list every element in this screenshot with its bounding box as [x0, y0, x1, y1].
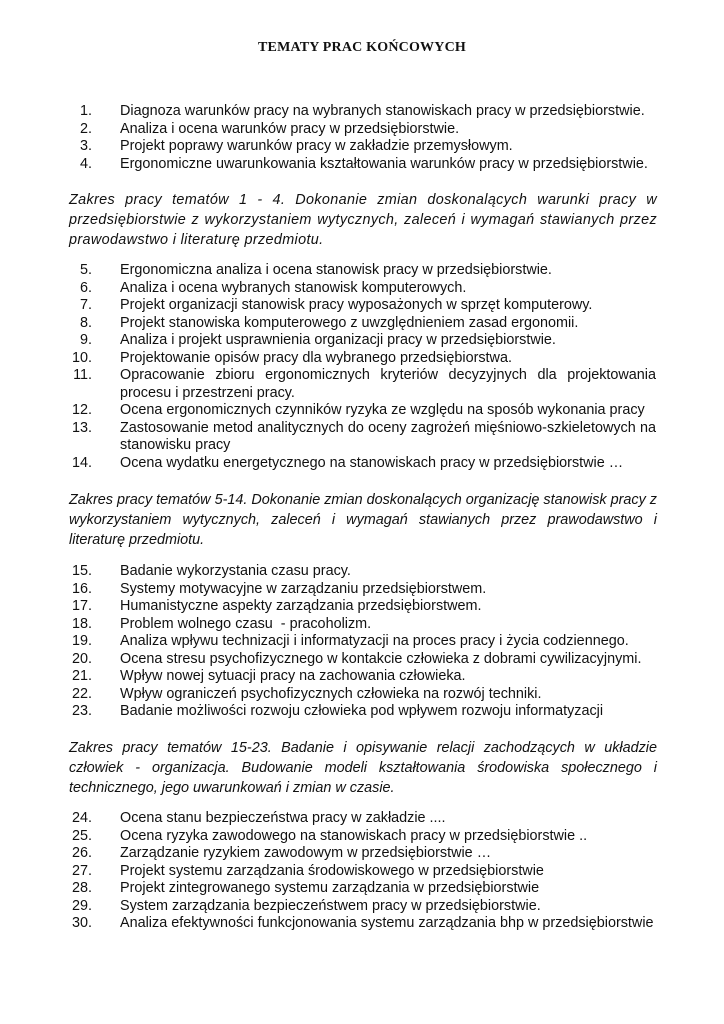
list-item	[0, 810, 724, 828]
scope-paragraph-2: Zakres pracy tematów 5-14. Dokonanie zmian doskonalących organizację stanowisk pracy z wykorzystaniem wytycznych, zaleceń i wymagań stawianych przez prawodawstwo i literaturę przedmiotu.	[69, 492, 657, 548]
item-number: 22.	[71, 685, 92, 702]
item-number: 19.	[71, 633, 92, 649]
list-item	[0, 686, 724, 704]
item-number: 15.	[71, 563, 92, 579]
item-text: Ocena wydatku energetycznego na stanowiskach pracy w przedsiębiorstwie …	[120, 454, 624, 471]
scope-paragraph-1: Zakres pracy tematów 1 - 4. Dokonanie zmian doskonalących warunki pracy w przedsiębiorstwie z wykorzystaniem wytycznych, zaleceń i wymagań stawianych przez prawodawstwo i literaturę przedmiotu.	[69, 192, 657, 248]
list-item	[0, 845, 724, 863]
item-text: Problem wolnego czasu - pracoholizm.	[120, 615, 372, 632]
item-number: 11.	[73, 367, 92, 383]
item-text: Ergonomiczna analiza i ocena stanowisk pracy w przedsiębiorstwie.	[120, 262, 552, 278]
list-item	[0, 262, 724, 280]
item-number: 26.	[71, 845, 92, 861]
list-item	[0, 103, 724, 121]
item-number: 6.	[79, 279, 92, 296]
list-item	[0, 563, 724, 581]
page-title: TEMATY PRAC KOŃCOWYCH	[258, 40, 466, 55]
item-number: 25.	[71, 827, 92, 844]
list-item	[0, 367, 724, 402]
list-item	[0, 616, 724, 634]
list-item	[0, 297, 724, 315]
topic-list-3	[0, 563, 724, 721]
list-item	[0, 668, 724, 686]
scope-paragraph-3: Zakres pracy tematów 15-23. Badanie i opisywanie relacji zachodzących w układzie człowiek - organizacja. Budowanie modeli kształtowania środowiska społecznego i technicznego, jego uwarunkowań i zmian w czasie.	[69, 740, 657, 796]
item-number: 23.	[71, 703, 92, 719]
list-item	[0, 915, 724, 933]
item-text: System zarządzania bezpieczeństwem pracy w przedsiębiorstwie.	[120, 897, 541, 914]
item-text: Projekt stanowiska komputerowego z uwzględnieniem zasad ergonomii.	[120, 314, 579, 331]
item-text: Projektowanie opisów pracy dla wybranego przedsiębiorstwa.	[120, 349, 512, 366]
item-text: Ocena stanu bezpieczeństwa pracy w zakładzie ....	[120, 810, 446, 826]
topic-list-1	[0, 103, 724, 173]
list-item	[0, 455, 724, 473]
list-item	[0, 280, 724, 298]
item-number: 29.	[71, 897, 92, 914]
list-item	[0, 898, 724, 916]
item-number: 30.	[71, 915, 92, 931]
item-number: 28.	[71, 880, 92, 896]
item-number: 7.	[79, 297, 92, 313]
item-number: 13.	[71, 419, 92, 436]
item-text: Analiza efektywności funkcjonowania systemu zarządzania bhp w przedsiębiorstwie	[120, 915, 654, 931]
item-number: 5.	[79, 262, 92, 278]
item-text: Badanie możliwości rozwoju człowieka pod wpływem rozwoju informatyzacji	[120, 703, 604, 719]
item-text: Projekt organizacji stanowisk pracy wyposażonych w sprzęt komputerowy.	[120, 297, 593, 313]
item-text: Ocena stresu psychofizycznego w kontakcie człowieka z dobrami cywilizacyjnymi.	[120, 650, 642, 667]
item-text: Projekt systemu zarządzania środowiskowego w przedsiębiorstwie	[120, 862, 544, 879]
item-text: Systemy motywacyjne w zarządzaniu przedsiębiorstwem.	[120, 580, 487, 597]
item-text: Wpływ ograniczeń psychofizycznych człowieka na rozwój techniki.	[120, 685, 542, 702]
item-number: 21.	[71, 668, 92, 684]
item-number: 20.	[71, 650, 92, 667]
item-number: 16.	[71, 580, 92, 597]
list-item	[0, 402, 724, 420]
list-item	[0, 350, 724, 368]
list-item	[0, 121, 724, 139]
item-number: 10.	[71, 349, 92, 366]
list-item	[0, 420, 724, 455]
item-number: 3.	[79, 138, 92, 154]
item-text: Zarządzanie ryzykiem zawodowym w przedsiębiorstwie …	[120, 845, 492, 861]
list-item	[0, 828, 724, 846]
item-text: Zastosowanie metod analitycznych do oceny zagrożeń mięśniowo-szkieletowych na stanowisku pracy	[120, 419, 656, 453]
item-text: Wpływ nowej sytuacji pracy na zachowania człowieka.	[120, 668, 466, 684]
item-text: Badanie wykorzystania czasu pracy.	[120, 563, 351, 579]
list-item	[0, 315, 724, 333]
list-item	[0, 863, 724, 881]
list-item	[0, 138, 724, 156]
list-item	[0, 156, 724, 174]
list-item	[0, 880, 724, 898]
item-number: 27.	[71, 862, 92, 879]
item-number: 17.	[71, 598, 92, 614]
list-item	[0, 651, 724, 669]
item-text: Opracowanie zbioru ergonomicznych kryteriów decyzyjnych dla projektowania procesu i przestrzeni pracy.	[120, 367, 656, 401]
topic-list-4	[0, 810, 724, 933]
item-text: Analiza i projekt usprawnienia organizacji pracy w przedsiębiorstwie.	[120, 332, 556, 348]
list-item	[0, 703, 724, 721]
item-text: Projekt poprawy warunków pracy w zakładzie przemysłowym.	[120, 138, 513, 154]
item-text: Projekt zintegrowanego systemu zarządzania w przedsiębiorstwie	[120, 880, 540, 896]
item-text: Analiza wpływu technizacji i informatyzacji na proces pracy i życia codziennego.	[120, 633, 629, 649]
topic-list-2	[0, 262, 724, 472]
item-number: 14.	[71, 454, 92, 471]
item-text: Diagnoza warunków pracy na wybranych stanowiskach pracy w przedsiębiorstwie.	[120, 103, 645, 119]
list-item	[0, 598, 724, 616]
item-text: Analiza i ocena warunków pracy w przedsiębiorstwie.	[120, 120, 460, 137]
item-text: Humanistyczne aspekty zarządzania przedsiębiorstwem.	[120, 598, 482, 614]
item-number: 8.	[79, 314, 92, 331]
item-number: 4.	[79, 155, 92, 172]
item-number: 12.	[71, 402, 92, 418]
item-text: Ergonomiczne uwarunkowania kształtowania warunków pracy w przedsiębiorstwie.	[120, 155, 648, 172]
item-number: 1.	[79, 103, 92, 119]
item-text: Ocena ergonomicznych czynników ryzyka ze względu na sposób wykonania pracy	[120, 402, 645, 418]
item-number: 18.	[71, 615, 92, 632]
list-item	[0, 581, 724, 599]
item-text: Ocena ryzyka zawodowego na stanowiskach pracy w przedsiębiorstwie ..	[120, 827, 588, 844]
item-number: 2.	[79, 120, 92, 137]
list-item	[0, 633, 724, 651]
item-text: Analiza i ocena wybranych stanowisk komputerowych.	[120, 279, 467, 296]
item-number: 24.	[71, 810, 92, 826]
item-number: 9.	[79, 332, 92, 348]
list-item	[0, 332, 724, 350]
